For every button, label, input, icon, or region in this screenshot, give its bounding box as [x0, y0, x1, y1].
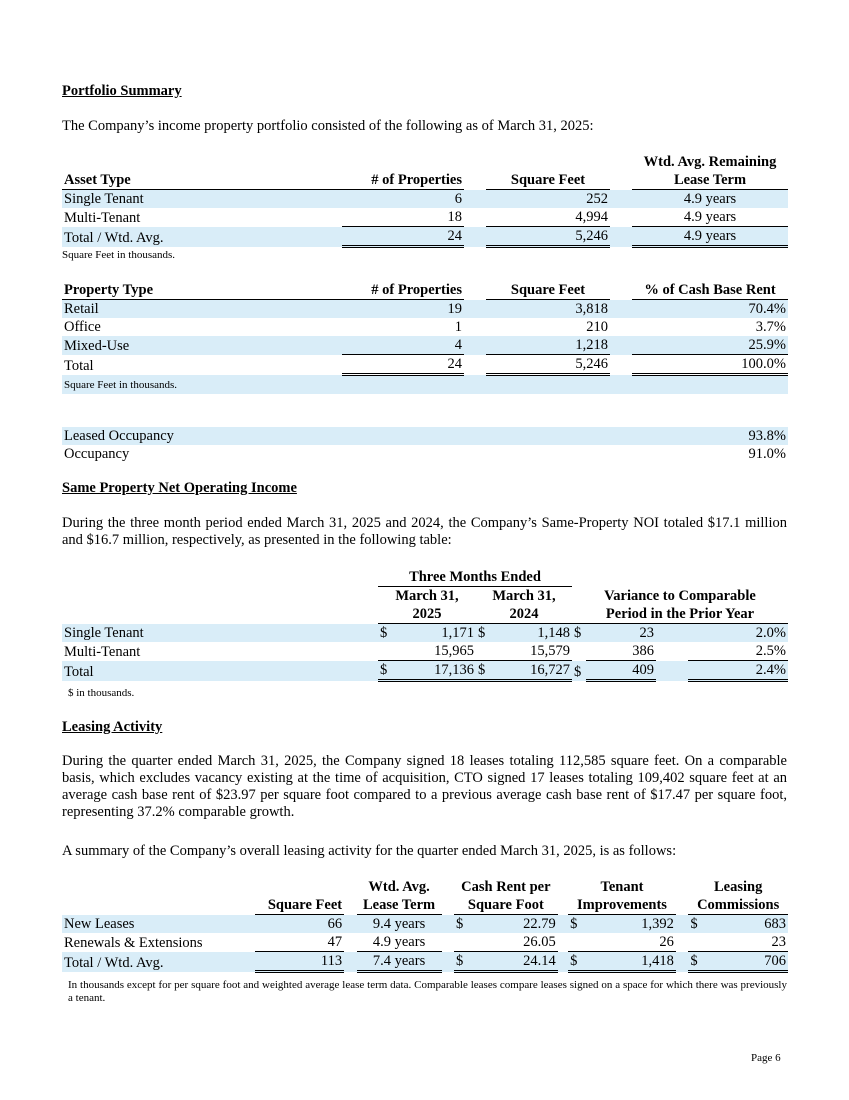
property-row-label: Total — [64, 357, 94, 374]
property-row-square-feet: 1,218 — [486, 336, 610, 355]
leasing-header-lc-line1: Leasing — [714, 879, 763, 895]
section-heading-leasing-activity: Leasing Activity — [62, 719, 163, 735]
property-row-properties: 24 — [342, 355, 464, 375]
asset-header-remaining-line1: Wtd. Avg. Remaining — [643, 154, 777, 170]
asset-table-note: Square Feet in thousands. — [62, 249, 176, 261]
page-number: Page 6 — [751, 1052, 781, 1064]
table-row — [62, 300, 788, 319]
asset-row-label: Total / Wtd. Avg. — [62, 227, 342, 247]
leasing-row-label: Renewals & Extensions — [64, 934, 203, 951]
property-row-square-feet: 210 — [586, 319, 608, 335]
asset-row-lease-term: 4.9 years — [632, 190, 788, 209]
property-table-note: Square Feet in thousands. — [62, 375, 788, 395]
property-row-square-feet: 5,246 — [486, 355, 610, 375]
noi-table — [62, 568, 788, 682]
property-row-properties: 4 — [342, 336, 464, 355]
property-row-label: Retail — [62, 300, 342, 319]
occupancy-value: 91.0% — [748, 446, 786, 462]
leasing-row-cash-rent: 24.14 — [469, 952, 558, 972]
leasing-header-rent-line2: Square Foot — [454, 896, 558, 915]
noi-header-col1-line1: March 31, — [395, 588, 459, 604]
currency-symbol: $ — [568, 915, 583, 934]
occupancy-label: Leased Occupancy — [62, 427, 632, 445]
property-row-label: Office — [64, 319, 101, 335]
property-row-cash-rent: 25.9% — [632, 336, 788, 355]
currency-symbol: $ — [568, 952, 583, 972]
noi-row-label: Multi-Tenant — [64, 643, 141, 660]
leasing-row-lease-term: 9.4 years — [357, 915, 442, 934]
noi-row-label: Total — [62, 661, 378, 681]
noi-header-col2-line1: March 31, — [492, 588, 556, 604]
leasing-row-square-feet: 66 — [255, 915, 344, 934]
property-header-cash-base-rent: % of Cash Base Rent — [632, 281, 788, 300]
occupancy-label: Occupancy — [64, 446, 130, 462]
leasing-row-tenant-improvements: 1,418 — [583, 952, 676, 972]
noi-row-variance: 409 — [586, 661, 656, 681]
leasing-row-commissions: 683 — [703, 915, 788, 934]
noi-header-variance-line1: Variance to Comparable — [604, 588, 756, 604]
leasing-row-cash-rent: 22.79 — [469, 915, 558, 934]
noi-header-three-months: Three Months Ended — [378, 568, 572, 587]
noi-row-variance-pct: 2.4% — [688, 661, 788, 681]
asset-header-remaining-line2: Lease Term — [632, 171, 788, 190]
property-row-label: Mixed-Use — [62, 336, 342, 355]
asset-row-label: Multi-Tenant — [64, 209, 141, 226]
asset-row-lease-term: 4.9 years — [632, 227, 788, 247]
noi-header-col1-line2: 2025 — [378, 605, 476, 624]
leasing-paragraph: During the quarter ended March 31, 2025, the Company signed 18 leases totaling 112,585 square feet. On a comparable basis, which excludes vacancy existing at the time of acquisition, CTO signed 17 leases totaling 109,402 square feet at an average cash base rent of $23.97 per square foot compared to a previous average cash base rent of $17.47 per square foot, representing 37.2% comparable growth. — [62, 753, 787, 820]
asset-row-properties: 6 — [342, 190, 464, 209]
leasing-header-term-line2: Lease Term — [357, 896, 442, 915]
noi-row-variance-pct: 2.0% — [688, 624, 788, 643]
asset-header-square-feet: Square Feet — [486, 171, 610, 190]
property-header-properties: # of Properties — [342, 281, 464, 300]
table-row — [62, 355, 788, 375]
occupancy-value: 93.8% — [632, 427, 788, 445]
leasing-row-lease-term: 7.4 years — [357, 952, 442, 972]
property-type-table — [62, 281, 788, 394]
asset-row-label: Single Tenant — [62, 190, 342, 209]
leasing-header-ti-line2: Improvements — [568, 896, 676, 915]
leasing-header-ti-line1: Tenant — [600, 879, 644, 895]
leasing-summary-intro: A summary of the Company’s overall leasing activity for the quarter ended March 31, 2025, is as follows: — [62, 843, 677, 859]
currency-symbol: $ — [476, 624, 490, 643]
noi-row-variance: 23 — [586, 624, 656, 643]
noi-header-col2-line2: 2024 — [476, 605, 572, 624]
noi-row-2024: 16,727 — [490, 661, 572, 681]
noi-row-2024: 15,579 — [490, 642, 572, 661]
leasing-header-term-line1: Wtd. Avg. — [368, 879, 430, 895]
currency-symbol: $ — [454, 915, 469, 934]
currency-symbol: $ — [378, 661, 392, 681]
leasing-row-square-feet: 47 — [255, 933, 344, 952]
table-row — [62, 208, 788, 227]
leasing-header-square-feet: Square Feet — [255, 896, 344, 915]
noi-header-variance-line2: Period in the Prior Year — [572, 605, 788, 624]
leasing-row-commissions: 23 — [703, 933, 788, 952]
asset-header-asset-type: Asset Type — [62, 171, 342, 190]
currency-symbol: $ — [572, 661, 586, 681]
noi-row-variance-pct: 2.5% — [688, 642, 788, 661]
noi-row-2024: 1,148 — [490, 624, 572, 643]
noi-intro: During the three month period ended March 31, 2025 and 2024, the Company’s Same-Property NOI totaled $17.1 million and $16.7 million, respectively, as presented in the following table: — [62, 515, 787, 548]
table-row — [62, 445, 788, 463]
section-heading-portfolio-summary: Portfolio Summary — [62, 83, 182, 99]
leasing-table — [62, 878, 788, 973]
noi-row-2025: 15,965 — [392, 642, 476, 661]
table-row — [62, 661, 788, 681]
leasing-row-lease-term: 4.9 years — [357, 933, 442, 952]
table-row — [62, 642, 788, 661]
asset-type-table — [62, 153, 788, 248]
table-row — [62, 933, 788, 952]
table-row — [62, 915, 788, 934]
leasing-row-tenant-improvements: 1,392 — [583, 915, 676, 934]
leasing-header-lc-line2: Commissions — [688, 896, 788, 915]
property-row-properties: 19 — [342, 300, 464, 319]
asset-row-properties: 24 — [342, 227, 464, 247]
portfolio-intro: The Company’s income property portfolio consisted of the following as of March 31, 2025: — [62, 118, 594, 134]
currency-symbol: $ — [454, 952, 469, 972]
asset-header-properties: # of Properties — [342, 171, 464, 190]
leasing-row-tenant-improvements: 26 — [583, 933, 676, 952]
leasing-row-square-feet: 113 — [255, 952, 344, 972]
asset-row-square-feet: 4,994 — [486, 208, 610, 227]
property-row-square-feet: 3,818 — [486, 300, 610, 319]
table-row — [62, 227, 788, 247]
leasing-row-commissions: 706 — [703, 952, 788, 972]
property-row-cash-rent: 3.7% — [755, 319, 786, 335]
currency-symbol: $ — [378, 624, 392, 643]
currency-symbol: $ — [688, 952, 703, 972]
property-row-cash-rent: 100.0% — [632, 355, 788, 375]
noi-row-2025: 1,171 — [392, 624, 476, 643]
currency-symbol: $ — [572, 624, 586, 643]
leasing-header-rent-line1: Cash Rent per — [461, 879, 551, 895]
noi-row-label: Single Tenant — [62, 624, 378, 643]
table-row — [62, 427, 788, 445]
asset-row-properties: 18 — [342, 208, 464, 227]
leasing-row-cash-rent: 26.05 — [469, 933, 558, 952]
leasing-row-label: New Leases — [62, 915, 255, 934]
noi-row-variance: 386 — [586, 642, 656, 661]
table-row — [62, 336, 788, 355]
table-row — [62, 624, 788, 643]
property-row-properties: 1 — [454, 319, 462, 335]
occupancy-table — [62, 427, 788, 463]
property-header-type: Property Type — [62, 281, 342, 300]
property-row-cash-rent: 70.4% — [632, 300, 788, 319]
leasing-table-note: In thousands except for per square foot and weighted average lease term data. Comparable leases compare leases signed on a space for which there was previously a tenant. — [68, 979, 787, 1004]
asset-row-square-feet: 5,246 — [486, 227, 610, 247]
noi-row-2025: 17,136 — [392, 661, 476, 681]
noi-table-note: $ in thousands. — [68, 687, 135, 699]
table-row — [62, 318, 788, 336]
currency-symbol: $ — [476, 661, 490, 681]
asset-row-lease-term: 4.9 years — [632, 208, 788, 227]
table-row — [62, 190, 788, 209]
currency-symbol: $ — [688, 915, 703, 934]
property-header-square-feet: Square Feet — [486, 281, 610, 300]
section-heading-same-property-noi: Same Property Net Operating Income — [62, 480, 297, 496]
table-row — [62, 952, 788, 972]
asset-row-square-feet: 252 — [486, 190, 610, 209]
leasing-row-label: Total / Wtd. Avg. — [62, 952, 255, 972]
